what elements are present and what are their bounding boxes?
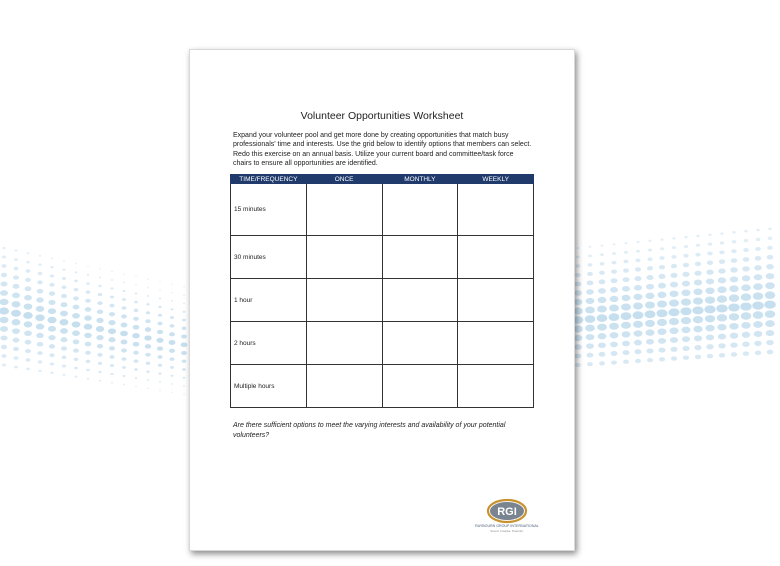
table-row — [231, 279, 534, 322]
grid-cell — [306, 322, 382, 365]
row-label: 1 hour — [231, 279, 307, 322]
header-monthly: MONTHLY — [382, 175, 458, 184]
table-row — [231, 322, 534, 365]
grid-cell — [306, 279, 382, 322]
grid-cell — [306, 184, 382, 236]
grid-cell — [458, 236, 534, 279]
grid-cell — [458, 322, 534, 365]
logo-tagline: Sound. Creative. Powerful. — [490, 529, 524, 533]
header-time-frequency: TIME/FREQUENCY — [231, 175, 307, 184]
grid-cell — [306, 365, 382, 408]
grid-cell — [458, 184, 534, 236]
row-label: 2 hours — [231, 322, 307, 365]
table-row — [231, 236, 534, 279]
grid-cell — [382, 184, 458, 236]
row-label: Multiple hours — [231, 365, 307, 408]
table-row — [231, 365, 534, 408]
grid-cell — [306, 236, 382, 279]
worksheet-intro: Expand your volunteer pool and get more done by creating opportunities that match busy professionals' time and interests. Use the grid below to identify options that members can select. Redo this exercise on an annual basis. Utilize your current board and committee/task force chairs to ensure all opportunities are identified. — [233, 132, 532, 167]
header-weekly: WEEKLY — [458, 175, 534, 184]
logo-company-name: RAYBOURN GROUP INTERNATIONAL — [475, 524, 539, 528]
grid-cell — [382, 365, 458, 408]
rgi-logo — [472, 498, 542, 534]
table-row — [231, 184, 534, 236]
worksheet-title: Volunteer Opportunities Worksheet — [300, 110, 464, 122]
row-label: 15 minutes — [231, 184, 307, 236]
header-once: ONCE — [306, 175, 382, 184]
rgi-logo-mark — [472, 498, 542, 524]
table-header-row — [231, 175, 534, 184]
grid-cell — [458, 279, 534, 322]
logo-mark-text: RGI — [497, 506, 517, 518]
grid-cell — [458, 365, 534, 408]
grid-cell — [382, 322, 458, 365]
worksheet-page — [189, 49, 575, 551]
grid-cell — [382, 279, 458, 322]
grid-cell — [382, 236, 458, 279]
volunteer-grid-table — [230, 174, 534, 408]
reflection-question: Are there sufficient options to meet the varying interests and availability of your potential volunteers? — [233, 422, 506, 439]
row-label: 30 minutes — [231, 236, 307, 279]
